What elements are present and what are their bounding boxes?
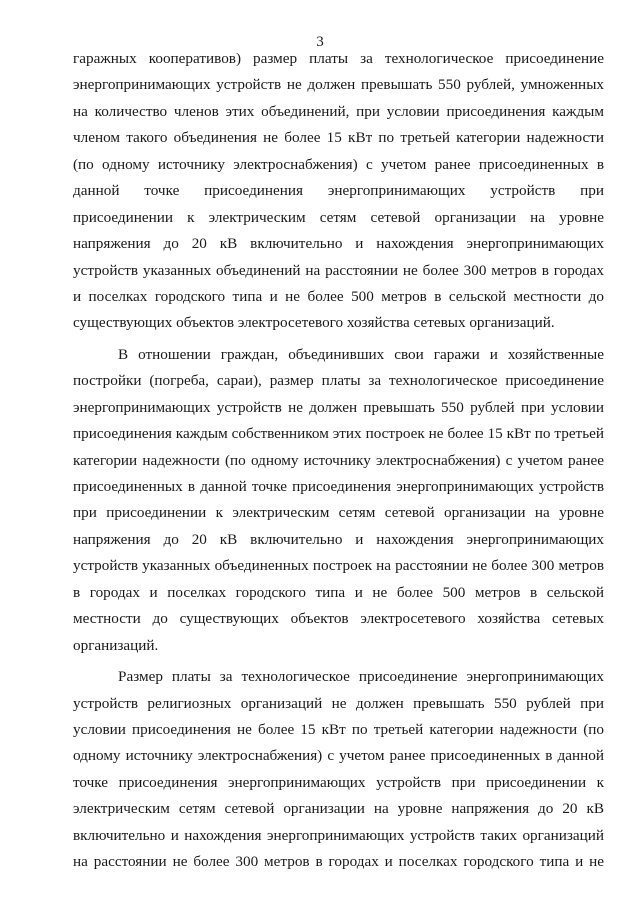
text-line: устройств указанных объединений на расстоянии не более 300 метров в городах (73, 261, 604, 279)
text-line: при присоединении к электрическим сетям сетевой организации на уровне (73, 504, 604, 522)
text-line: гаражных кооперативов) размер платы за технологическое присоединение (73, 50, 604, 67)
text-line: включительно и нахождения энергопринимающих устройств таких организаций (73, 826, 604, 844)
paragraph (73, 46, 604, 337)
text-line: членом такого объединения не более 15 кВт по третьей категории надежности (73, 129, 604, 147)
text-line: точке присоединения энергопринимающих устройств при присоединении к (73, 773, 604, 791)
text-line: в городах и поселках городского типа и не более 500 метров в сельской (73, 583, 604, 601)
text-line: организаций. (73, 636, 159, 654)
text-line: Размер платы за технологическое присоединение энергопринимающих (118, 668, 604, 686)
text-line: на расстоянии не более 300 метров в городах и поселках городского типа и не (73, 853, 604, 871)
document-body (73, 46, 604, 876)
text-line: данной точке присоединения энергопринимающих устройств при (73, 182, 604, 200)
paragraph (73, 664, 604, 876)
text-line: электрическим сетям сетевой организации на уровне напряжения до 20 кВ (73, 800, 604, 818)
paragraph (73, 342, 604, 659)
text-line: устройств указанных объединенных построек на расстоянии не более 300 метров (73, 557, 604, 575)
text-line: условии присоединения не более 15 кВт по третьей категории надежности (по (73, 720, 604, 738)
text-line: напряжения до 20 кВ включительно и нахождения энергопринимающих (73, 530, 604, 548)
page-number: 3 (316, 34, 324, 50)
text-line: присоединенных в данной точке присоединения энергопринимающих устройств (73, 478, 604, 495)
text-line: присоединении к электрическим сетям сетевой организации на уровне (73, 208, 604, 226)
text-line: энергопринимающих устройств не должен превышать 550 рублей, умноженных (73, 76, 604, 94)
text-line: (по одному источнику электроснабжения) с учетом ранее присоединенных в (73, 155, 604, 173)
text-line: энергопринимающих устройств не должен превышать 550 рублей при условии (73, 398, 604, 416)
text-line: постройки (погреба, сараи), размер платы за технологическое присоединение (73, 372, 604, 390)
text-line: устройств религиозных организаций не должен превышать 550 рублей при (73, 694, 604, 712)
text-line: категории надежности (по одному источнику электроснабжения) с учетом ранее (73, 451, 604, 469)
text-line: и поселках городского типа и не более 500 метров в сельской местности до (73, 287, 604, 305)
text-line: напряжения до 20 кВ включительно и нахождения энергопринимающих (73, 235, 604, 253)
text-line: присоединения каждым собственником этих построек не более 15 кВт по третьей (73, 425, 604, 443)
text-line: одному источнику электроснабжения) с учетом ранее присоединенных в данной (73, 747, 604, 765)
text-line: В отношении граждан, объединивших свои гаражи и хозяйственные (118, 345, 604, 363)
text-line: существующих объектов электросетевого хозяйства сетевых организаций. (73, 314, 555, 332)
text-line: на количество членов этих объединений, при условии присоединения каждым (73, 102, 604, 120)
text-line: местности до существующих объектов электросетевого хозяйства сетевых (73, 610, 604, 628)
